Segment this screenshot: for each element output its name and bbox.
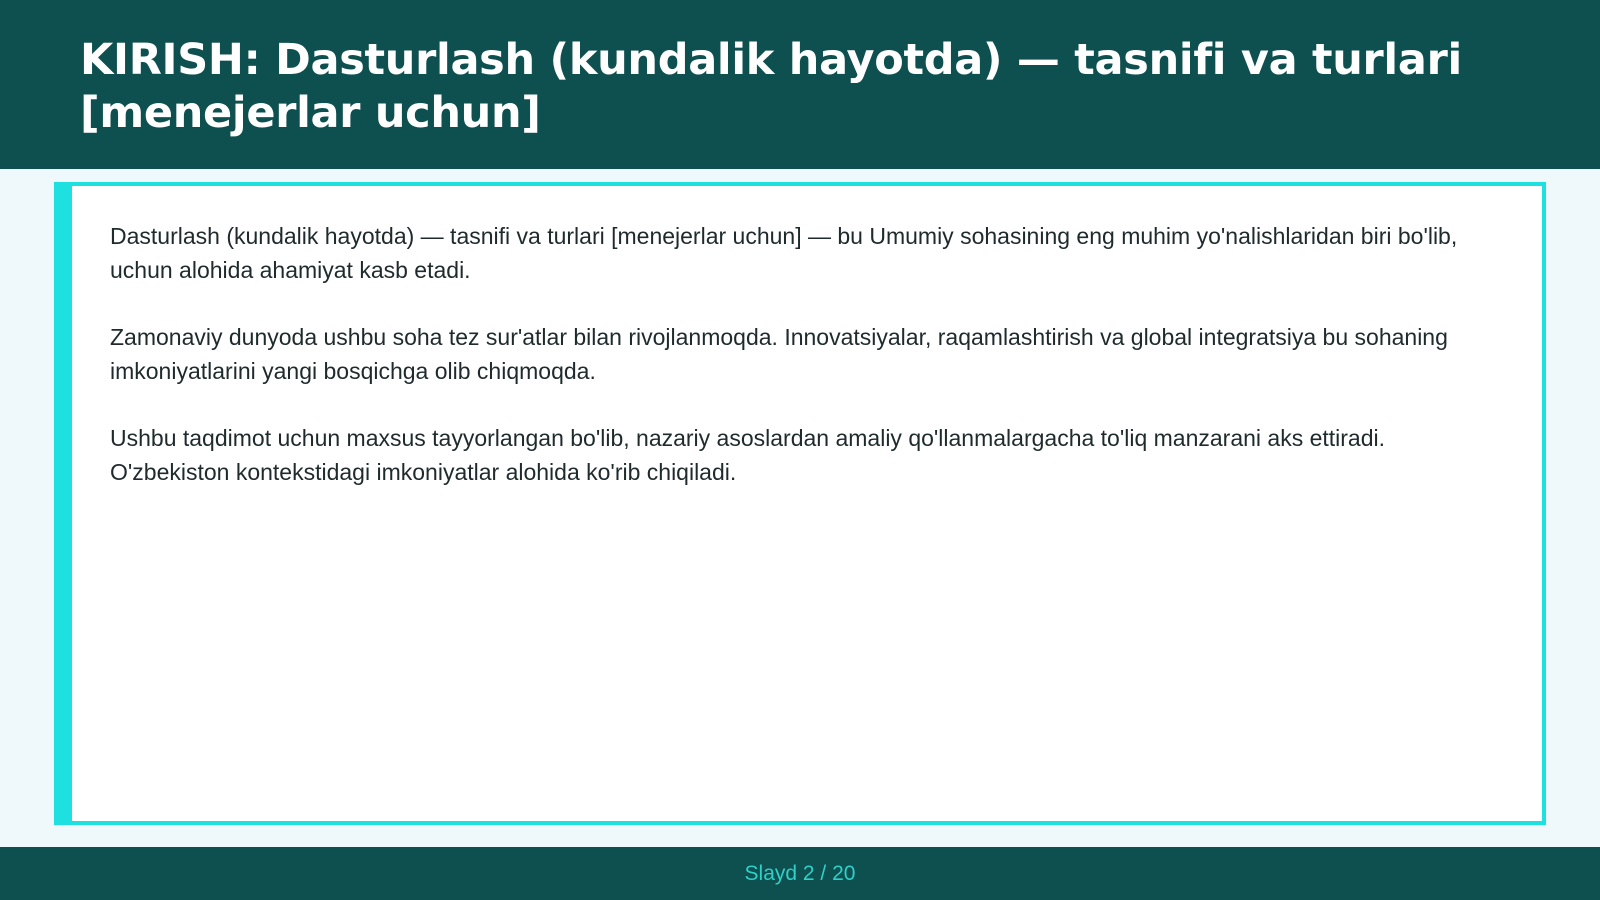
- slide-number: Slayd 2 / 20: [744, 862, 856, 885]
- intro-paragraph-3: Ushbu taqdimot uchun maxsus tayyorlangan bo'lib, nazariy asoslardan amaliy qo'llanmalargacha to'liq manzarani aks ettiradi. O'zbekiston kontekstidagi imkoniyatlar alohida ko'rib chiqiladi.: [110, 425, 1386, 485]
- slide-title: KIRISH: Dasturlash (kundalik hayotda) — tasnifi va turlari [menejerlar uchun]: [80, 35, 1462, 138]
- slide-header: [0, 0, 1600, 169]
- slide-footer: [0, 847, 1600, 900]
- intro-paragraph-1: Dasturlash (kundalik hayotda) — tasnifi va turlari [menejerlar uchun] — bu Umumiy sohasining eng muhim yo'nalishlaridan biri bo'lib, uchun alohida ahamiyat kasb etadi.: [110, 223, 1458, 283]
- content-card: [54, 182, 1546, 825]
- intro-paragraph-2: Zamonaviy dunyoda ushbu soha tez sur'atlar bilan rivojlanmoqda. Innovatsiyalar, raqamlashtirish va global integratsiya bu sohaning imkoniyatlarini yangi bosqichga olib chiqmoqda.: [110, 324, 1448, 384]
